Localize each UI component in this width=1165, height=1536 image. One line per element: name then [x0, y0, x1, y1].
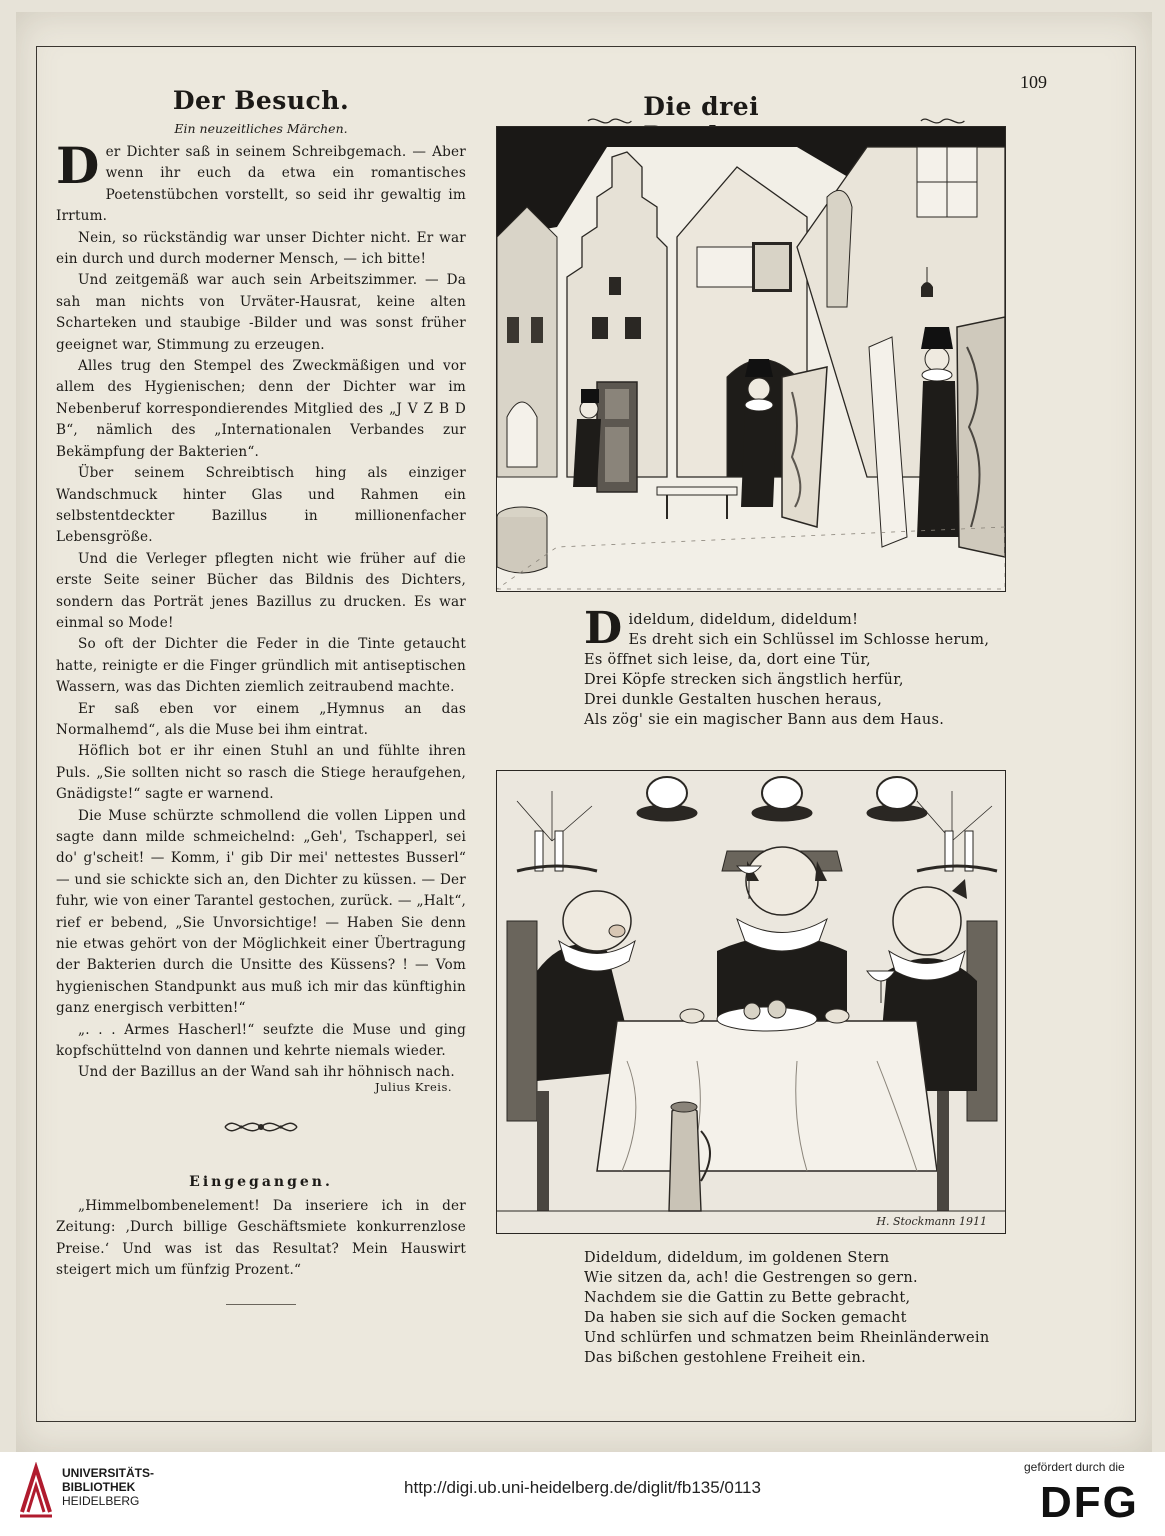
author-signature: Julius Kreis.: [375, 1079, 452, 1094]
paragraph-7: So oft der Dichter die Feder in die Tinte getaucht hatte, reinigte er die Finger gründlich mit antiseptischen Wassern, was das Dichten ziemlich zeitraubend machte.: [56, 636, 466, 696]
poem-drop-cap: D: [584, 603, 623, 654]
dfg-logo: DFG: [1040, 1478, 1139, 1527]
paragraph-1: Der Dichter saß in seinem Schreibgemach. — Aber wenn ihr euch da etwa ein romantisches Poetenstübchen vorstellt, so seid ihr gewaltig im Irrtum.: [56, 136, 466, 225]
paragraph-9: Höflich bot er ihr einen Stuhl an und fühlte ihren Puls. „Sie sollten nicht so rasch die Stiege heraufgehen, Gnädigste!“ sagte er warnend.: [56, 743, 466, 803]
section-text: „Himmelbombenelement! Da inseriere ich in der Zeitung: ‚Durch billige Geschäftsmiete konkurrenzlose Preise.‘ Und was ist das Resultat? Mein Hauswirt steigert mich um fünfzig Prozent.“: [56, 1197, 466, 1279]
poem2-line-3: Nachdem sie die Gattin zu Bette gebracht,: [584, 1290, 911, 1306]
paragraph-4: Alles trug den Stempel des Zweckmäßigen und vor allem des Hygienischen; denn der Dichter war im Nebenberuf korrespondierendes Mitglied des „J V Z B D B“, nämlich des „Internationalen Verbandes zur Bekämpfung der Bakterien“.: [56, 358, 466, 460]
poem1-line-4: Drei Köpfe strecken sich ängstlich herfür,: [584, 672, 904, 688]
end-rule: [226, 1304, 296, 1305]
poem2-line-6: Das bißchen gestohlene Freiheit ein.: [584, 1350, 867, 1366]
tavern-scene-illustration: [496, 770, 1006, 1234]
footer-bar: [0, 1452, 1165, 1536]
story-subtitle: Ein neuzeitliches Märchen.: [174, 121, 348, 136]
poem2-line-5: Und schlürfen und schmatzen beim Rheinländerwein: [584, 1330, 990, 1346]
paragraph-8: Er saß eben vor einem „Hymnus an das Normalhemd“, als die Muse bei ihm eintrat.: [56, 700, 466, 738]
poem2-line-2: Wie sitzen da, ach! die Gestrengen so gern.: [584, 1270, 918, 1286]
section-title: Eingegangen.: [189, 1173, 333, 1190]
paragraph-3: Und zeitgemäß war auch sein Arbeitszimmer. — Da sah man nichts von Urväter-Hausrat, keine alten Scharteken und staubige -Bilder und was sonst früher geeignet war, Stimmung zu erzeugen.: [56, 272, 466, 353]
poem1-line-6: Als zög' sie ein magischer Bann aus dem Haus.: [584, 712, 945, 728]
paragraph-2: Nein, so rückständig war unser Dichter nicht. Er war ein durch und durch moderner Mensch, — ich bitte!: [56, 229, 466, 268]
poem2-line-4: Da haben sie sich auf die Socken gemacht: [584, 1310, 907, 1326]
paragraph-11: „. . . Armes Hascherl!“ seufzte die Muse und ging kopfschüttelnd von dannen und kehrte niemals wieder.: [56, 1021, 466, 1060]
drop-cap: D: [56, 136, 100, 195]
left-column: [56, 82, 466, 1305]
artist-signature: H. Stockmann 1911: [876, 1215, 987, 1228]
paragraph-10: Die Muse schürzte schmollend die vollen Lippen und sagte dann milde schmeichelnd: „Geh', Tschapperl, sei do' g'scheit! — Komm, i' gib Dir mei' nettestes Busserl“ — und sie schickte sich an, den Dichter zu küssen. — Der fuhr, wie von einer Tarantel gestochen, zurück. — „Halt“, rief er bebend, „Sie Unvorsichtige! — Haben Sie denn nie etwas gehört von der Möglichkeit einer Übertragung der Bakterien durch die Unsitte des Küssens? ! — Vom hygienischen Standpunkt aus muß ich mir das künftighin ganz energisch verbitten!“: [56, 807, 466, 1017]
institution-name: UNIVERSITÄTS- BIBLIOTHEK HEIDELBERG: [62, 1466, 155, 1508]
funding-caption: gefördert durch die: [1024, 1460, 1125, 1474]
permalink-url[interactable]: http://digi.ub.uni-heidelberg.de/diglit/fb135/0113: [404, 1478, 761, 1497]
poem-title: Die drei: [643, 92, 760, 121]
scanned-page: [16, 12, 1152, 1452]
page-number: 109: [1020, 72, 1047, 92]
poem-stanza-1: [584, 603, 1004, 730]
paragraph-12: Und der Bazillus an der Wand sah ihr höhnisch nach.: [78, 1064, 455, 1081]
paragraph-5: Über seinem Schreibtisch hing als einziger Wandschmuck hinter Glas und Rahmen ein selbstentdeckter Bazillus in millionenfacher Lebensgröße.: [56, 465, 466, 546]
poem1-line-5: Drei dunkle Gestalten huschen heraus,: [584, 692, 883, 708]
poem2-line-1: Dideldum, dideldum, im goldenen Stern: [584, 1250, 890, 1266]
poem1-line-3: Es öffnet sich leise, da, dort eine Tür,: [584, 652, 871, 668]
story-title: Der Besuch.: [172, 86, 350, 115]
poem1-line-1: ideldum, dideldum, dideldum!: [628, 612, 859, 628]
poem1-line-2: Es dreht sich ein Schlüssel im Schlosse herum,: [628, 632, 990, 648]
ornament-icon: [221, 1112, 301, 1142]
paragraph-6: Und die Verleger pflegten nicht wie früher auf die erste Seite seiner Bücher das Bildnis des Dichters, sondern das Porträt jenes Bazillus zu drucken. Es war einmal so Mode!: [56, 550, 466, 631]
poem-stanza-2: [584, 1248, 1004, 1368]
street-scene-illustration: [496, 126, 1006, 592]
